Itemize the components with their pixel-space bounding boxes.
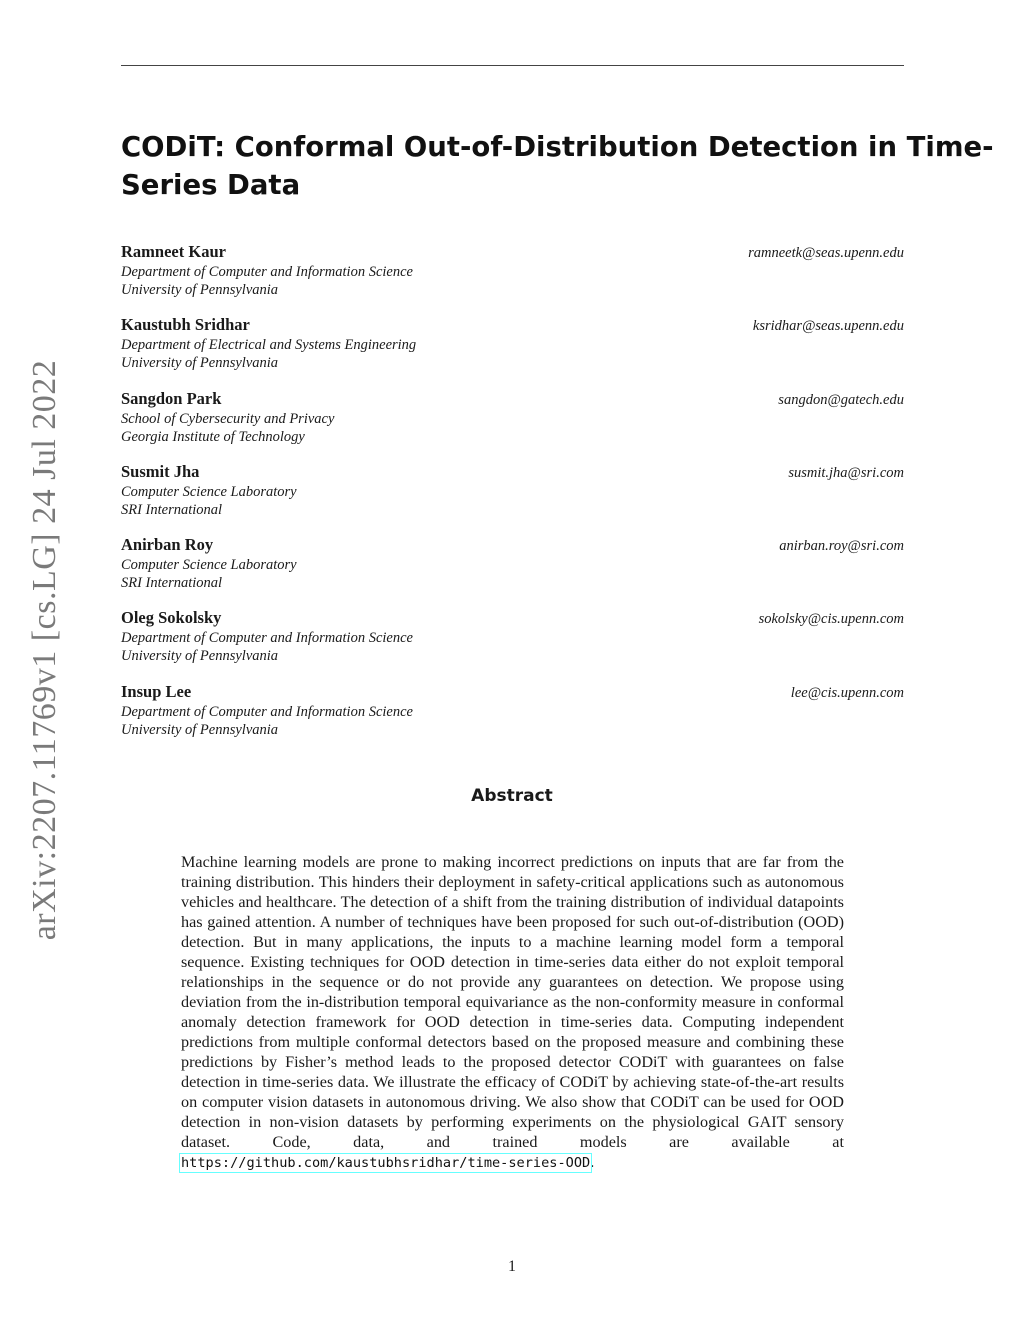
page-number: 1 bbox=[508, 1258, 516, 1275]
abstract-body bbox=[181, 852, 844, 1173]
author-institution: University of Pennsylvania bbox=[121, 648, 279, 665]
author-department: School of Cybersecurity and Privacy bbox=[121, 410, 335, 427]
author-department: Department of Computer and Information Science bbox=[121, 264, 413, 280]
author-name: Susmit Jha bbox=[121, 461, 200, 481]
author-name: Ramneet Kaur bbox=[121, 242, 226, 261]
author-name: Anirban Roy bbox=[121, 535, 214, 555]
author-block bbox=[121, 462, 904, 535]
author-block bbox=[121, 535, 904, 608]
paper-title-line-2: Series Data bbox=[121, 169, 301, 201]
author-name: Kaustubh Sridhar bbox=[121, 315, 250, 335]
author-department: Department of Electrical and Systems Engineering bbox=[121, 337, 417, 354]
author-email[interactable]: sokolsky@cis.upenn.com bbox=[758, 611, 904, 628]
author-list bbox=[121, 242, 904, 755]
author-name: Sangdon Park bbox=[121, 388, 222, 408]
author-email[interactable]: ksridhar@seas.upenn.edu bbox=[752, 318, 904, 335]
author-institution: SRI International bbox=[121, 575, 223, 592]
author-block bbox=[121, 315, 904, 388]
author-institution: University of Pennsylvania bbox=[121, 282, 279, 298]
author-block bbox=[121, 682, 904, 755]
author-email[interactable]: lee@cis.upenn.com bbox=[790, 684, 904, 701]
author-block bbox=[121, 389, 904, 462]
abstract-text: Machine learning models are prone to making incorrect predictions on inputs that are far from the training distribution. This hinders their deployment in safety-critical applications such as autonomous vehicles and healthcare. The detection of a shift from the training distribution of individual datapoints has gained attention. A number of techniques have been proposed for such out-of-distribution (OOD) detection. But in many applications, the inputs to a machine learning model form a temporal sequence. Existing techniques for OOD detection in time-series data either do not exploit temporal relationships in the sequence or do not provide any guarantees on detection. We propose using deviation from the in-distribution temporal equivariance as the non-conformity measure in conformal anomaly detection framework for OOD detection in time-series data. Computing independent predictions from multiple conformal detectors based on the proposed measure and combining these predictions by Fisher’s method leads to the proposed detector CODiT with guarantees on false detection in time-series data. We illustrate the efficacy of CODiT by achieving state-of-the-art results on computer vision datasets in autonomous driving. We also show that CODiT can be used for OOD detection in non-vision datasets by performing experiments on the physiological GAIT sensory dataset. Code, data, and trained models are available at bbox=[181, 853, 844, 1151]
author-name: Oleg Sokolsky bbox=[121, 608, 222, 628]
author-institution: University of Pennsylvania bbox=[121, 721, 279, 738]
author-email[interactable]: ramneetk@seas.upenn.edu bbox=[748, 245, 904, 261]
author-department: Computer Science Laboratory bbox=[121, 557, 297, 574]
author-email[interactable]: susmit.jha@sri.com bbox=[788, 464, 904, 481]
author-name: Insup Lee bbox=[121, 681, 192, 701]
author-block bbox=[121, 608, 904, 681]
arxiv-identifier: arXiv:2207.11769v1 [cs.LG] 24 Jul 2022 bbox=[26, 359, 63, 941]
author-email[interactable]: anirban.roy@sri.com bbox=[779, 538, 904, 555]
abstract-heading: Abstract bbox=[471, 786, 553, 806]
code-repository-link[interactable]: https://github.com/kaustubhsridhar/time-series-OOD bbox=[181, 1155, 591, 1171]
author-department: Department of Computer and Information Science bbox=[121, 703, 413, 720]
paper-title-line-1: CODiT: Conformal Out-of-Distribution Detection in Time- bbox=[121, 131, 994, 163]
author-email[interactable]: sangdon@gatech.edu bbox=[778, 391, 904, 408]
top-rule bbox=[121, 65, 904, 66]
author-department: Department of Computer and Information Science bbox=[121, 630, 413, 647]
author-institution: SRI International bbox=[121, 501, 223, 518]
author-institution: University of Pennsylvania bbox=[121, 355, 279, 372]
abstract-trailing-period: . bbox=[590, 1153, 595, 1171]
author-institution: Georgia Institute of Technology bbox=[121, 428, 305, 445]
author-block bbox=[121, 242, 904, 315]
author-department: Computer Science Laboratory bbox=[121, 483, 297, 500]
paper-title bbox=[121, 128, 994, 204]
